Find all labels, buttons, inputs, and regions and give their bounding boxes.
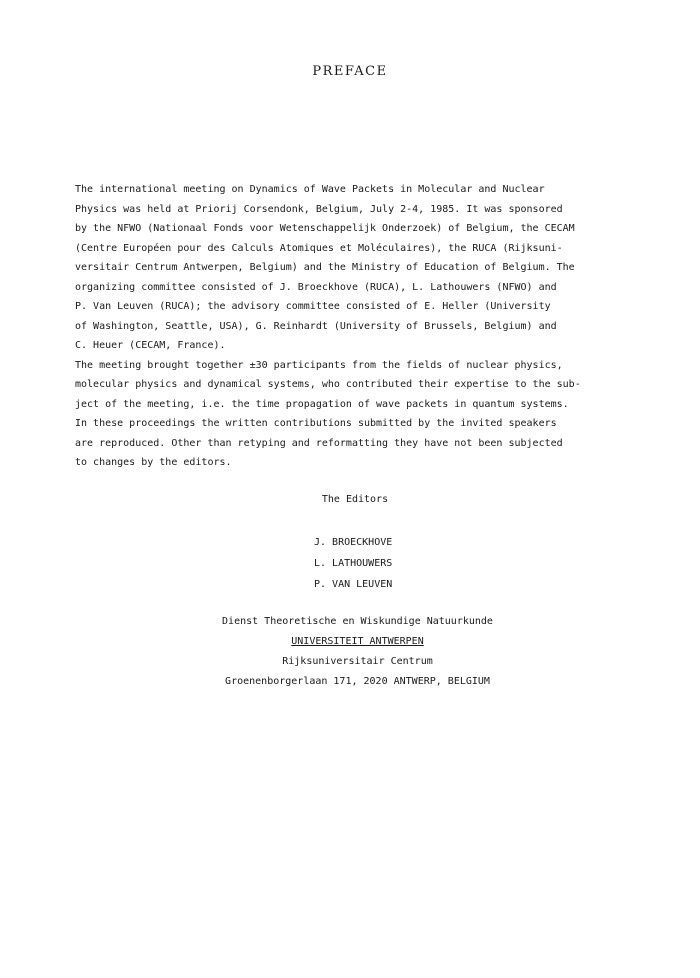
address-university: UNIVERSITEIT ANTWERPEN xyxy=(291,636,424,647)
body-line: organizing committee consisted of J. Broeckhove (RUCA), L. Lathouwers (NFWO) and xyxy=(75,281,557,293)
body-line: versitair Centrum Antwerpen, Belgium) and the Ministry of Education of Belgium. The xyxy=(75,262,575,273)
editor-name: P. VAN LEUVEN xyxy=(314,579,393,590)
body-line: The meeting brought together ±30 participants from the fields of nuclear physics, xyxy=(75,359,563,371)
editors-heading: The Editors xyxy=(321,494,389,505)
body-line: The international meeting on Dynamics of Wave Packets in Molecular and Nuclear xyxy=(75,184,545,195)
address-street: Groenenborgerlaan 171, 2020 ANTWERP, BELGIUM xyxy=(225,676,490,687)
body-line: to changes by the editors. xyxy=(75,457,232,468)
body-line: C. Heuer (CECAM, France). xyxy=(75,340,226,351)
affiliation-address xyxy=(0,612,700,692)
body-line: ject of the meeting, i.e. the time propagation of wave packets in quantum systems. xyxy=(75,398,569,410)
body-line: (Centre Européen pour des Calculs Atomiques et Moléculaires), the RUCA (Rijksuni- xyxy=(75,242,563,254)
address-center: Rijksuniversitair Centrum xyxy=(282,656,433,667)
editors-list xyxy=(314,532,392,595)
page-title: PREFACE xyxy=(312,64,388,79)
editor-name: J. BROECKHOVE xyxy=(314,537,393,548)
body-line: of Washington, Seattle, USA), G. Reinhardt (University of Brussels, Belgium) and xyxy=(75,320,557,332)
body-line: molecular physics and dynamical systems, who contributed their expertise to the sub- xyxy=(75,379,581,390)
body-line: by the NFWO (Nationaal Fonds voor Wetenschappelijk Onderzoek) of Belgium, the CECAM xyxy=(75,223,575,234)
body-line: Physics was held at Priorij Corsendonk, Belgium, July 2-4, 1985. It was sponsored xyxy=(75,203,563,215)
address-department: Dienst Theoretische en Wiskundige Natuurkunde xyxy=(222,616,493,627)
body-line: In these proceedings the written contributions submitted by the invited speakers xyxy=(75,418,557,429)
preface-body xyxy=(75,180,635,473)
body-line: P. Van Leuven (RUCA); the advisory committee consisted of E. Heller (University xyxy=(75,301,551,312)
editor-name: L. LATHOUWERS xyxy=(314,558,393,569)
body-line: are reproduced. Other than retyping and reformatting they have not been subjected xyxy=(75,437,563,449)
